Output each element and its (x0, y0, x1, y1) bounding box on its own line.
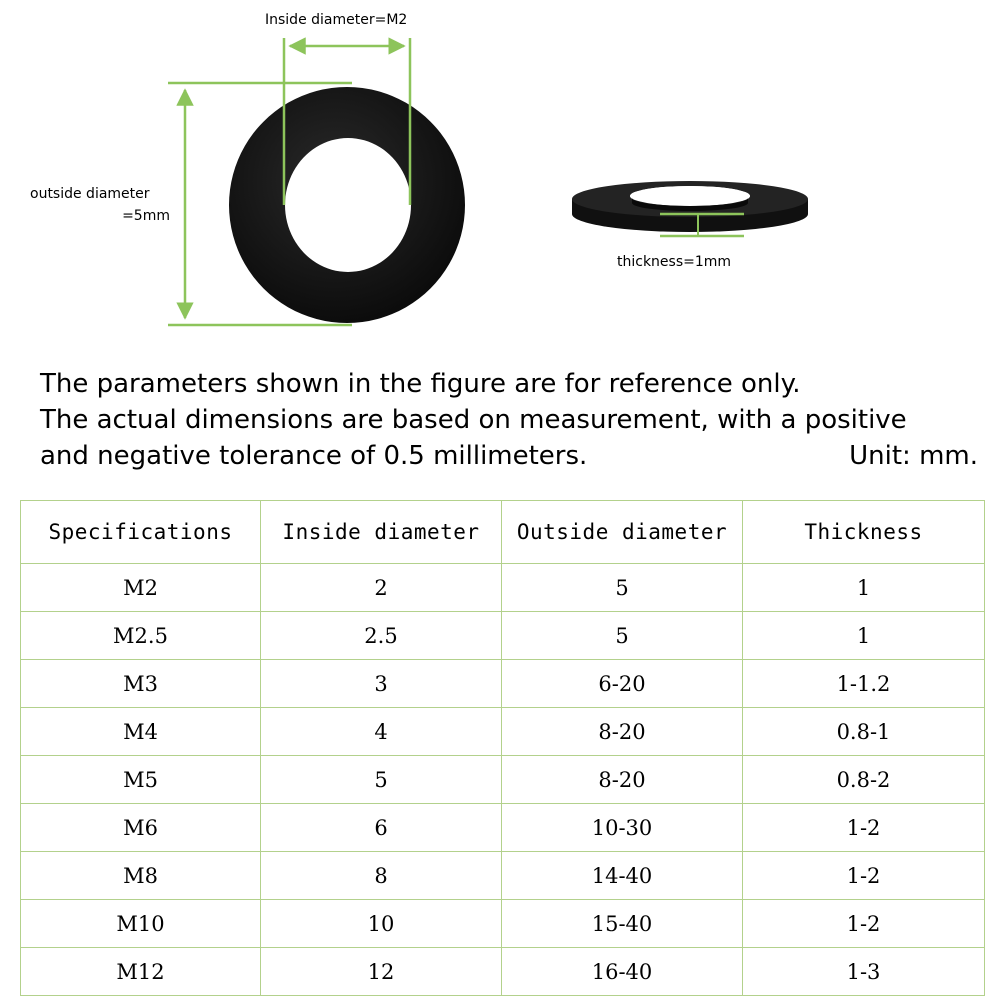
washer-front-view (229, 87, 465, 323)
notice-line-1: The parameters shown in the figure are for reference only. (40, 369, 801, 399)
table-row (21, 948, 985, 996)
cell-outside: 6-20 (502, 660, 743, 708)
cell-inside: 3 (261, 660, 502, 708)
cell-thickness: 1-2 (743, 900, 985, 948)
table-row (21, 564, 985, 612)
cell-inside: 2 (261, 564, 502, 612)
cell-outside: 14-40 (502, 852, 743, 900)
cell-inside: 6 (261, 804, 502, 852)
cell-thickness: 1 (743, 612, 985, 660)
cell-inside: 12 (261, 948, 502, 996)
cell-spec: M2.5 (21, 612, 261, 660)
cell-thickness: 1-2 (743, 852, 985, 900)
notice-line-2: The actual dimensions are based on measurement, with a positive (40, 405, 907, 435)
notice-line-3: and negative tolerance of 0.5 millimeters. (40, 441, 588, 471)
cell-inside: 2.5 (261, 612, 502, 660)
cell-spec: M4 (21, 708, 261, 756)
cell-thickness: 0.8-2 (743, 756, 985, 804)
header-inside-diameter: Inside diameter (261, 501, 502, 564)
header-specifications: Specifications (21, 501, 261, 564)
reference-notice (40, 366, 990, 474)
washer-diagram (0, 0, 1000, 345)
thickness-label: thickness=1mm (617, 254, 732, 270)
cell-thickness: 1-2 (743, 804, 985, 852)
cell-outside: 16-40 (502, 948, 743, 996)
cell-spec: M3 (21, 660, 261, 708)
table-row (21, 804, 985, 852)
cell-outside: 8-20 (502, 708, 743, 756)
washer-illustration (0, 0, 1000, 345)
cell-spec: M10 (21, 900, 261, 948)
table-row (21, 660, 985, 708)
outside-diameter-label (30, 183, 170, 227)
outside-diameter-label-line1: outside diameter (30, 186, 150, 202)
cell-spec: M5 (21, 756, 261, 804)
inside-diameter-label: Inside diameter=M2 (265, 12, 408, 28)
cell-spec: M2 (21, 564, 261, 612)
cell-thickness: 1-1.2 (743, 660, 985, 708)
table-row (21, 708, 985, 756)
cell-spec: M6 (21, 804, 261, 852)
cell-inside: 5 (261, 756, 502, 804)
header-thickness: Thickness (743, 501, 985, 564)
cell-outside: 5 (502, 612, 743, 660)
cell-thickness: 1-3 (743, 948, 985, 996)
cell-inside: 10 (261, 900, 502, 948)
cell-inside: 4 (261, 708, 502, 756)
cell-outside: 10-30 (502, 804, 743, 852)
specifications-table (20, 500, 985, 996)
cell-thickness: 1 (743, 564, 985, 612)
table-row (21, 612, 985, 660)
unit-label: Unit: mm. (849, 441, 978, 471)
table-row (21, 756, 985, 804)
outside-diameter-label-line2: =5mm (122, 208, 170, 224)
cell-thickness: 0.8-1 (743, 708, 985, 756)
table-row (21, 900, 985, 948)
table-row (21, 852, 985, 900)
cell-outside: 15-40 (502, 900, 743, 948)
header-outside-diameter: Outside diameter (502, 501, 743, 564)
cell-outside: 5 (502, 564, 743, 612)
cell-spec: M12 (21, 948, 261, 996)
cell-outside: 8-20 (502, 756, 743, 804)
cell-inside: 8 (261, 852, 502, 900)
washer-side-view (572, 181, 808, 232)
table-header-row (21, 501, 985, 564)
cell-spec: M8 (21, 852, 261, 900)
